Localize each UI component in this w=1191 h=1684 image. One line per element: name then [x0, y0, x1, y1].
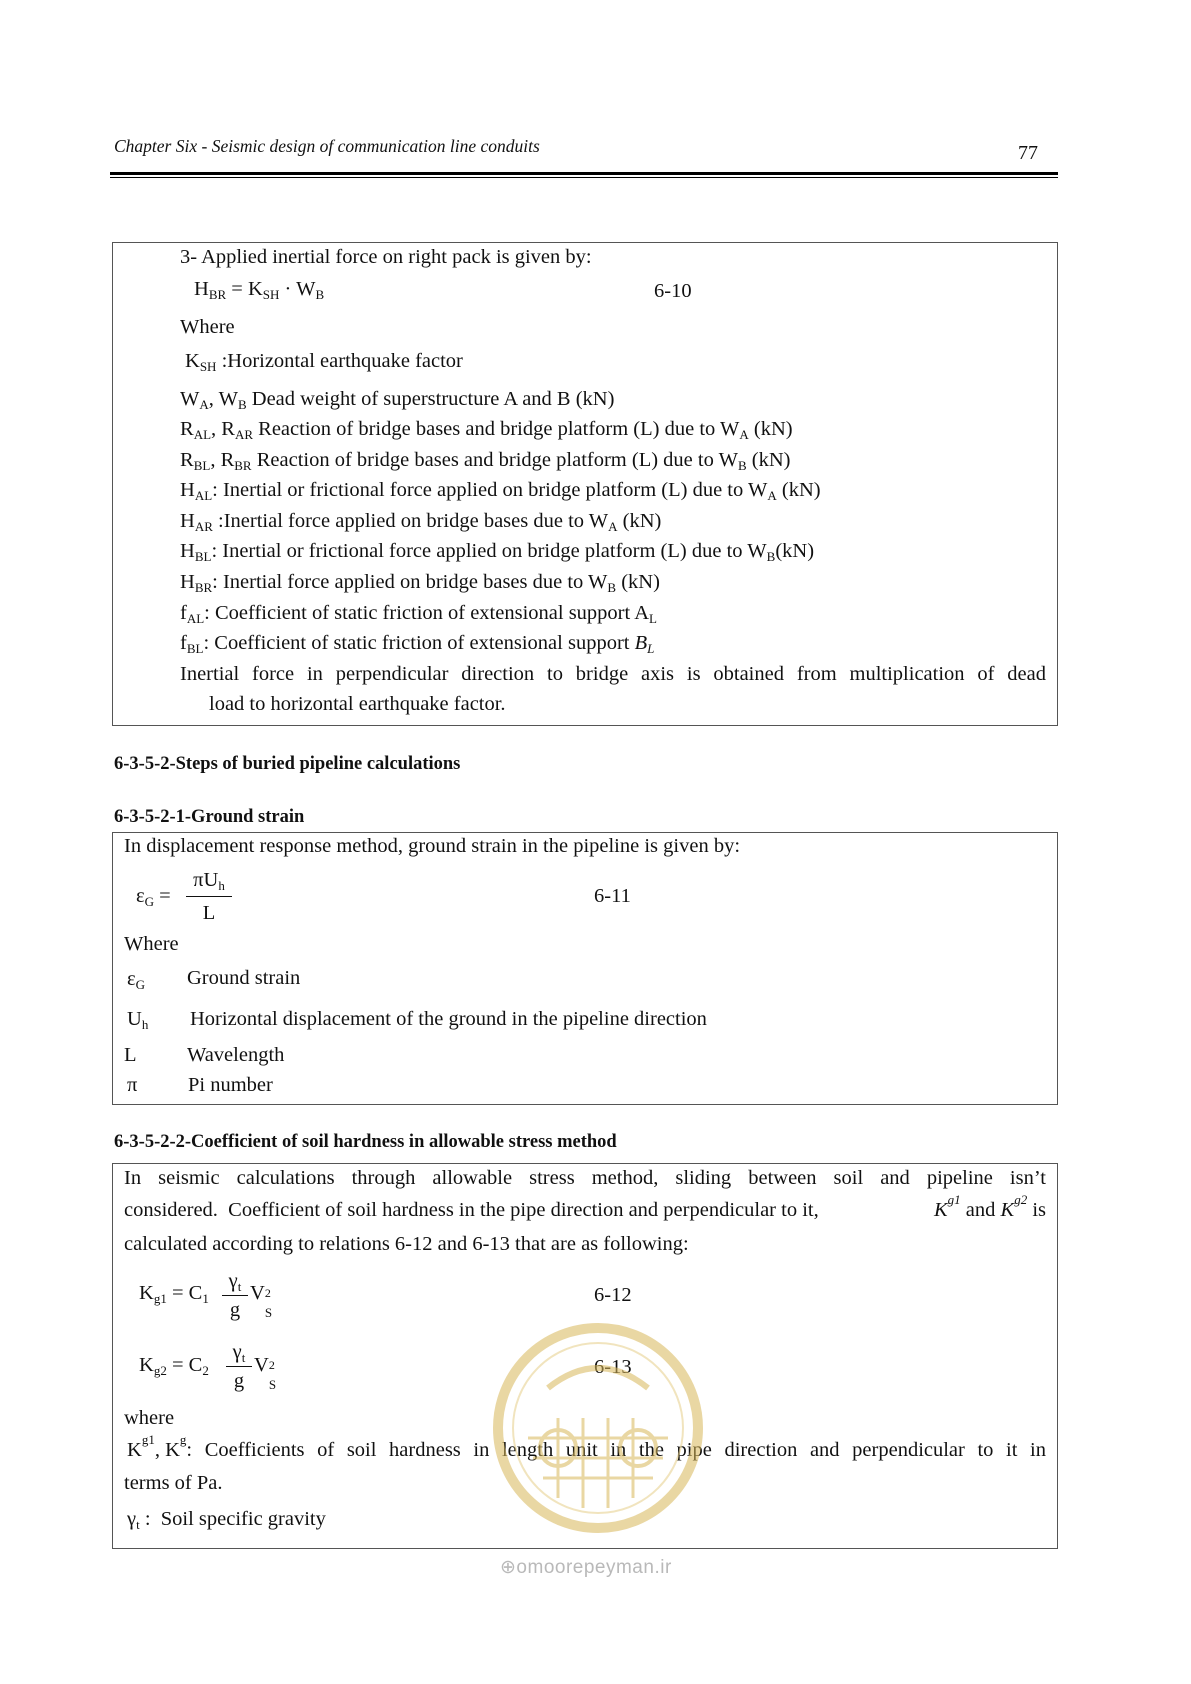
- def-l-symbol: L: [124, 1044, 137, 1066]
- chapter-title: Chapter Six - Seismic design of communication line conduits: [114, 136, 540, 156]
- def-uh-symbol: $U_h$: [127, 1008, 149, 1032]
- header-rule-thin: [110, 177, 1058, 178]
- box1-closing-line2: load to horizontal earthquake factor.: [209, 693, 506, 715]
- equation-number-6-10: 6-10: [654, 280, 692, 302]
- equation-number-6-12: 6-12: [594, 1284, 632, 1306]
- equation-6-13-fraction-bar: [226, 1366, 252, 1367]
- globe-icon: ⊕: [500, 1557, 517, 1578]
- equation-6-10: $H_{BR} = K_{SH} \cdot W_B$: [194, 278, 325, 302]
- def-l-text: Wavelength: [187, 1044, 285, 1066]
- equation-6-12-numerator: $\gamma_t$: [228, 1270, 242, 1294]
- def-fal: $f_{AL}$: Coefficient of static friction of extensional support $A_L$: [180, 602, 657, 626]
- section-heading-soil-hardness: 6-3-5-2-2-Coefficient of soil hardness in allowable stress method: [114, 1132, 617, 1152]
- header-rule-thick: [110, 172, 1058, 175]
- def-hbr: $H_{BR}$: Inertial force applied on bridge bases due to $W_B$ (kN): [180, 571, 660, 595]
- equation-number-6-11: 6-11: [594, 885, 631, 907]
- def-pi-symbol: π: [127, 1074, 138, 1096]
- equation-6-11-fraction-bar: [186, 896, 232, 897]
- equation-6-11-lhs: $\varepsilon_G$ =: [136, 885, 171, 909]
- equation-6-12-vs: V 2 S: [250, 1282, 273, 1320]
- def-ksh: $K_{SH}$ :Horizontal earthquake factor: [185, 350, 463, 374]
- section-heading-buried-pipeline: 6-3-5-2-Steps of buried pipeline calculations: [114, 754, 461, 774]
- def-rbl-rbr: $R_{BL}$, $R_{BR}$ Reaction of bridge bases and bridge platform (L) due to $W_B$ (kN): [180, 449, 791, 473]
- def-har: $H_{AR}$ :Inertial force applied on bridge bases due to $W_A$ (kN): [180, 510, 662, 534]
- def-gamma-t: $\gamma_t$ : Soil specific gravity: [127, 1508, 326, 1532]
- section-heading-ground-strain: 6-3-5-2-1-Ground strain: [114, 807, 305, 827]
- watermark-url: ⊕omoorepeyman.ir: [500, 1557, 672, 1578]
- box2-intro: In displacement response method, ground strain in the pipeline is given by:: [124, 835, 741, 857]
- def-pi-text: Pi number: [188, 1074, 273, 1096]
- box3-para-line2: considered. Coefficient of soil hardness in the pipe direction and perpendicular to it, K g1 and K g2 is: [124, 1192, 1046, 1221]
- equation-6-13-numerator: $\gamma_t$: [232, 1341, 246, 1365]
- box1-intro: 3- Applied inertial force on right pack is given by:: [180, 246, 592, 268]
- page-number: 77: [1018, 142, 1038, 164]
- equation-6-13-vs: V 2 S: [254, 1354, 277, 1392]
- box2-where: Where: [124, 933, 179, 955]
- def-wa-wb: $W_A$, $W_B$ Dead weight of superstructure A and B (kN): [180, 388, 615, 412]
- def-epsilon-g-symbol: $\varepsilon_G$: [127, 968, 145, 992]
- equation-6-12-denominator: g: [229, 1299, 241, 1321]
- def-epsilon-g-text: Ground strain: [187, 967, 301, 989]
- equation-6-11-numerator: $\pi U_h$: [193, 869, 225, 893]
- equation-6-13-lhs: $K_{g2} = C_2$: [139, 1354, 209, 1378]
- box1-where: Where: [180, 316, 235, 338]
- def-kg-continuation: terms of Pa.: [124, 1472, 223, 1494]
- def-hal: $H_{AL}$: Inertial or frictional force applied on bridge platform (L) due to $W_A$ (kN): [180, 479, 821, 503]
- def-hbl: $H_{BL}$: Inertial or frictional force applied on bridge platform (L) due to $W_B(kN)$: [180, 540, 815, 564]
- box3-para-line1: In seismic calculations through allowable stress method, sliding between soil and pipeline isn’t: [124, 1167, 1046, 1189]
- def-kg1-kg2: K g1 , K g : Coefficients of soil hardness in length unit in the pipe direction and perpendicular to it in: [127, 1432, 1046, 1461]
- watermark-logo: [488, 1318, 708, 1538]
- def-ral-rar: $R_{AL}$, $R_{AR}$ Reaction of bridge bases and bridge platform (L) due to $W_A$ (kN): [180, 418, 793, 442]
- equation-6-13-denominator: g: [233, 1370, 245, 1392]
- box3-para-line3: calculated according to relations 6-12 and 6-13 that are as following:: [124, 1233, 689, 1255]
- box1-closing-line1: Inertial force in perpendicular direction to bridge axis is obtained from multiplication of dead: [180, 663, 1046, 685]
- box3-where: where: [124, 1407, 175, 1429]
- equation-6-11-denominator: L: [202, 902, 216, 924]
- equation-number-6-13: 6-13: [594, 1356, 632, 1378]
- def-uh-text: Horizontal displacement of the ground in the pipeline direction: [190, 1008, 707, 1030]
- equation-6-12-lhs: $K_{g1} = C_1$: [139, 1282, 209, 1306]
- def-fbl: $f_{BL}$: Coefficient of static friction of extensional support $B_L$: [180, 632, 655, 656]
- equation-6-12-fraction-bar: [222, 1295, 248, 1296]
